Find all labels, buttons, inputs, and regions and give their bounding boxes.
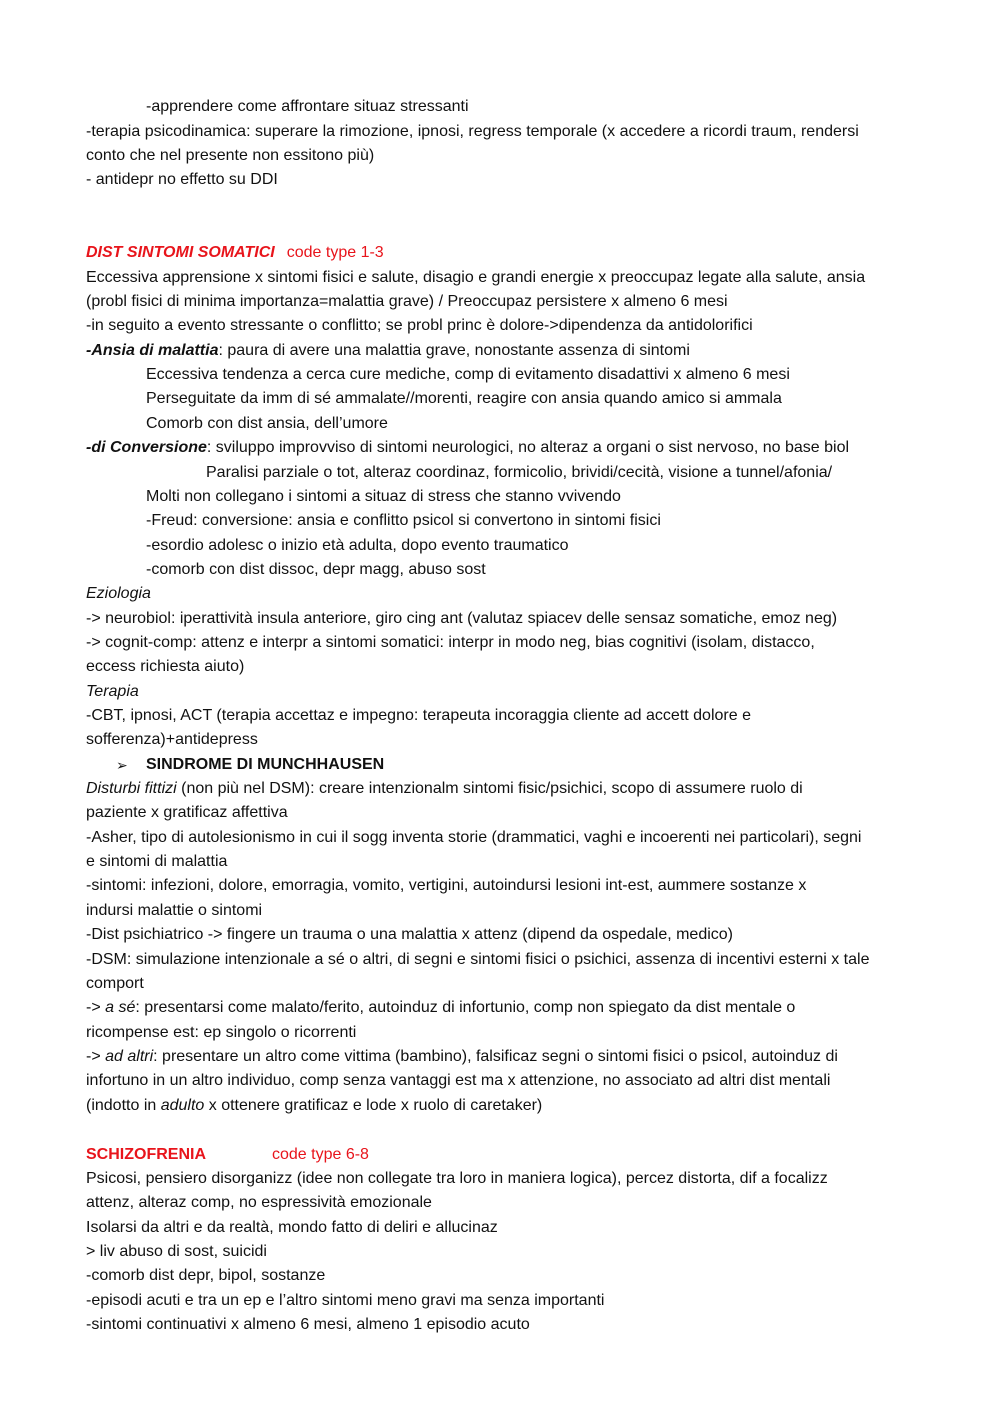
arrowhead-bullet-icon: ➢ bbox=[116, 757, 128, 773]
subheading: Eziologia bbox=[86, 585, 151, 602]
text-line: - antidepr no effetto su DDI bbox=[86, 171, 278, 188]
text-line: indursi malattie o sintomi bbox=[86, 902, 263, 919]
text-line: attenz, alteraz comp, no espressività emozionale bbox=[86, 1194, 432, 1211]
text-line: -> neurobiol: iperattività insula anteriore, giro cing ant (valutaz spiacev delle sensaz somatiche, emoz neg) bbox=[86, 610, 838, 627]
text-line: -CBT, ipnosi, ACT (terapia accettaz e impegno: terapeuta incoraggia cliente ad accett dolore e bbox=[86, 707, 751, 724]
text-line: (probl fisici di minima importanza=malattia grave) / Preoccupaz persistere x almeno 6 mesi bbox=[86, 293, 728, 310]
text-line: -comorb dist depr, bipol, sostanze bbox=[86, 1267, 326, 1284]
text-line: eccess richiesta aiuto) bbox=[86, 658, 245, 675]
text-line: Molti non collegano i sintomi a situaz di stress che stanno vvivendo bbox=[146, 488, 621, 505]
term: a sé bbox=[105, 999, 136, 1016]
text-line: Perseguitate da imm di sé ammalate//morenti, reagire con ansia quando amico si ammala bbox=[146, 390, 782, 407]
text-line: Paralisi parziale o tot, alteraz coordinaz, formicolio, brividi/cecità, visione a tunnel/afonia/ bbox=[206, 464, 833, 481]
section-code: code type 6-8 bbox=[272, 1146, 369, 1163]
bullet-heading: SINDROME DI MUNCHHAUSEN bbox=[146, 756, 385, 773]
text-line: -apprendere come affrontare situaz stressanti bbox=[146, 98, 469, 115]
text-line: ricompense est: ep singolo o ricorrenti bbox=[86, 1024, 357, 1041]
section-code: code type 1-3 bbox=[286, 244, 384, 261]
text-line: -terapia psicodinamica: superare la rimozione, ipnosi, regress temporale (x accedere a ricordi traum, rendersi bbox=[86, 123, 859, 140]
section-title: DIST SINTOMI SOMATICI bbox=[86, 244, 275, 261]
text-line: -Ansia di malattia: paura di avere una malattia grave, nonostante assenza di sintomi bbox=[86, 342, 690, 359]
text-line: -sintomi: infezioni, dolore, emorragia, vomito, vertigini, autoindursi lesioni int-est, aummere sostanze x bbox=[86, 877, 807, 894]
term: -di Conversione bbox=[86, 439, 207, 456]
text-line: Comorb con dist ansia, dell’umore bbox=[146, 415, 388, 432]
text-line: infortuno in un altro individuo, comp senza vantaggi est ma x attenzione, no associato ad altri dist mentali bbox=[86, 1072, 831, 1089]
term: Disturbi fittizi bbox=[86, 780, 177, 797]
term: ad altri bbox=[105, 1048, 154, 1065]
text-line: -DSM: simulazione intenzionale a sé o altri, di segni e sintomi fisici o psichici, assenza di incentivi esterni x tale bbox=[86, 951, 870, 968]
text-line: -esordio adolesc o inizio età adulta, dopo evento traumatico bbox=[146, 537, 569, 554]
section-title: SCHIZOFRENIA bbox=[86, 1146, 206, 1163]
text-line: comport bbox=[86, 975, 144, 992]
text-line: -comorb con dist dissoc, depr magg, abuso sost bbox=[146, 561, 486, 578]
section-heading-somatic bbox=[86, 241, 384, 265]
section-heading-schizophrenia bbox=[86, 1143, 369, 1167]
text-line: Eccessiva apprensione x sintomi fisici e salute, disagio e grandi energie x preoccupaz legate alla salute, ansia bbox=[86, 269, 866, 286]
text-line: Eccessiva tendenza a cerca cure mediche, comp di evitamento disadattivi x almeno 6 mesi bbox=[146, 366, 790, 383]
text-line: > liv abuso di sost, suicidi bbox=[86, 1243, 267, 1260]
text-line: -episodi acuti e tra un ep e l’altro sintomi meno gravi ma senza importanti bbox=[86, 1292, 605, 1309]
term: adulto bbox=[160, 1097, 205, 1114]
text-line: -Dist psichiatrico -> fingere un trauma o una malattia x attenz (dipend da ospedale, medico) bbox=[86, 926, 734, 943]
text-line: sofferenza)+antidepress bbox=[86, 731, 258, 748]
text-line: -Asher, tipo di autolesionismo in cui il sogg inventa storie (drammatici, vaghi e incoerenti nei particolari), segni bbox=[86, 829, 862, 846]
text-line: -di Conversione: sviluppo improvviso di sintomi neurologici, no alteraz a organi o sist nervoso, no base biol bbox=[86, 439, 850, 456]
text-line: paziente x gratificaz affettiva bbox=[86, 804, 288, 821]
text-line: -> cognit-comp: attenz e interpr a sintomi somatici: interpr in modo neg, bias cognitivi (isolam, distacco, bbox=[86, 634, 815, 651]
text-line: conto che nel presente non essitono più) bbox=[86, 147, 375, 164]
text-line: (indotto in adulto x ottenere gratificaz e lode x ruolo di caretaker) bbox=[86, 1097, 543, 1114]
text-line: -> a sé: presentarsi come malato/ferito, autoinduz di infortunio, comp non spiegato da dist mentale o bbox=[86, 999, 796, 1016]
text-line: -sintomi continuativi x almeno 6 mesi, almeno 1 episodio acuto bbox=[86, 1316, 530, 1333]
text-line: -in seguito a evento stressante o conflitto; se probl princ è dolore->dipendenza da antidolorifici bbox=[86, 317, 753, 334]
text-line: -Freud: conversione: ansia e conflitto psicol si convertono in sintomi fisici bbox=[146, 512, 661, 529]
term: -Ansia di malattia bbox=[86, 342, 219, 359]
text-line: Psicosi, pensiero disorganizz (idee non collegate tra loro in maniera logica), percez distorta, dif a focalizz bbox=[86, 1170, 828, 1187]
text-line: e sintomi di malattia bbox=[86, 853, 228, 870]
text-line: -> ad altri: presentare un altro come vittima (bambino), falsificaz segni o sintomi fisici o psicol, autoinduz di bbox=[86, 1048, 838, 1065]
text-line: Disturbi fittizi (non più nel DSM): creare intenzionalm sintomi fisic/psichici, scopo di assumere ruolo di bbox=[86, 780, 803, 797]
text-line: Isolarsi da altri e da realtà, mondo fatto di deliri e allucinaz bbox=[86, 1219, 498, 1236]
subheading: Terapia bbox=[86, 683, 139, 700]
